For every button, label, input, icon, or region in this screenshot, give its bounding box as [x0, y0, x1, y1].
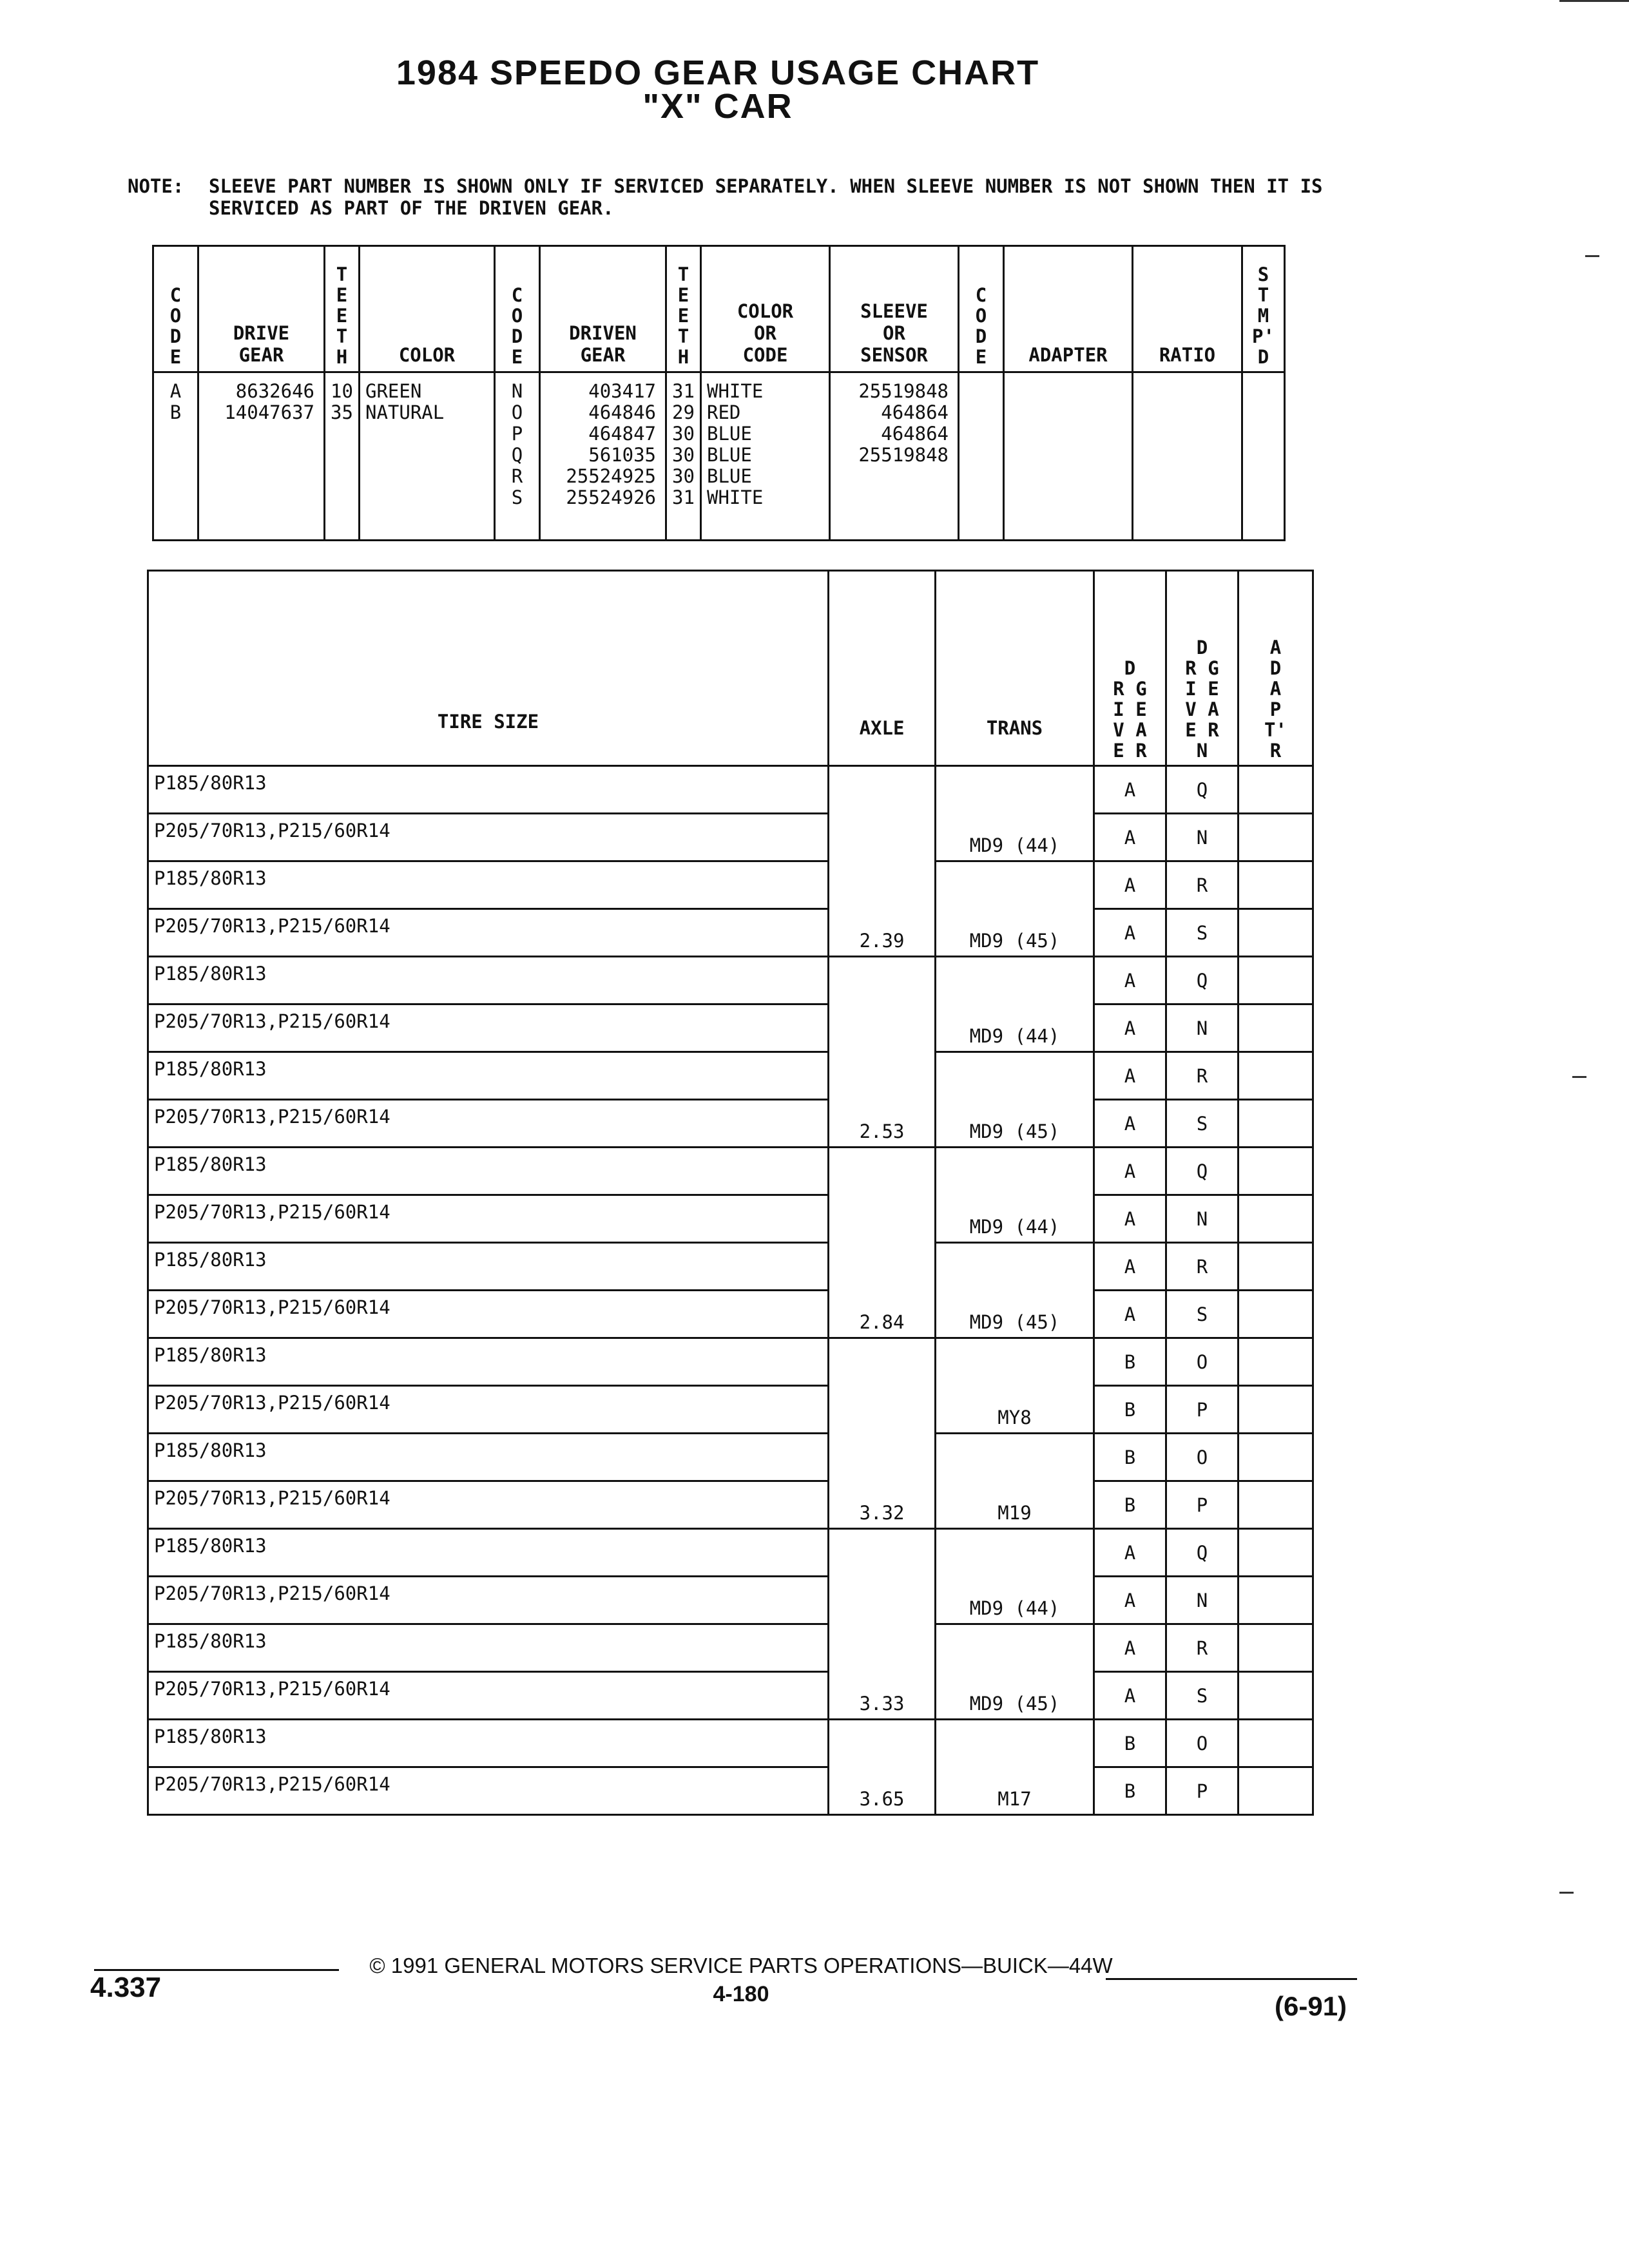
tire-size-cell: P185/80R13 — [148, 1243, 829, 1291]
driven-gear-code: O — [1166, 1434, 1239, 1481]
drive-gear-code: B — [1094, 1338, 1166, 1386]
drive-gear-code: A — [1094, 861, 1166, 909]
header-code-2: C O D E — [495, 246, 540, 372]
driven-gear-code: Q — [1166, 1148, 1239, 1195]
drive-gear-code: A — [1094, 1577, 1166, 1624]
drive-gear-code: A — [1094, 1195, 1166, 1243]
page-number-left: 4.337 — [90, 1972, 162, 2003]
adapter-cell — [1239, 1577, 1313, 1624]
adapter-cell — [1239, 1386, 1313, 1434]
driven-gears: 403417 464846 464847 561035 25524925 25524926 — [540, 372, 666, 541]
header-driven-gear: DRIVEN GEAR — [540, 246, 666, 372]
note-text — [128, 175, 1416, 219]
driven-gear-code: R — [1166, 1624, 1239, 1672]
drive-gear-code: B — [1094, 1481, 1166, 1529]
trans-cell: MD9 (45) — [936, 1624, 1094, 1720]
adapter-cell — [1239, 1291, 1313, 1338]
trans-cell: M19 — [936, 1434, 1094, 1529]
empty-ratio-cell — [1133, 372, 1242, 541]
header-axle: AXLE — [829, 571, 936, 766]
tire-size-cell: P205/70R13,P215/60R14 — [148, 1386, 829, 1434]
driven-teeth: 31 29 30 30 30 31 — [666, 372, 701, 541]
driven-gear-code: R — [1166, 861, 1239, 909]
copyright-line: © 1991 GENERAL MOTORS SERVICE PARTS OPERATIONS—BUICK—44W — [369, 1954, 1113, 1977]
drive-gear-code: A — [1094, 1148, 1166, 1195]
drive-gear-code: A — [1094, 1052, 1166, 1100]
header-ratio: RATIO — [1133, 246, 1242, 372]
header-adapter-col: A D A P T' R — [1239, 571, 1313, 766]
header-tire-size: TIRE SIZE — [148, 571, 829, 766]
driven-gear-code: Q — [1166, 766, 1239, 814]
trans-cell: MD9 (44) — [936, 766, 1094, 861]
gear-spec-table — [152, 245, 1286, 541]
tire-size-cell: P185/80R13 — [148, 861, 829, 909]
adapter-cell — [1239, 1529, 1313, 1577]
header-stmpd: S T M P' D — [1242, 246, 1285, 372]
tire-size-cell: P205/70R13,P215/60R14 — [148, 1195, 829, 1243]
drive-gear-code: A — [1094, 1291, 1166, 1338]
drive-gear-code: A — [1094, 1624, 1166, 1672]
adapter-cell — [1239, 1100, 1313, 1148]
driven-gear-code: Q — [1166, 957, 1239, 1004]
axle-cell: 2.53 — [829, 957, 936, 1148]
driven-colors: WHITE RED BLUE BLUE BLUE WHITE — [701, 372, 830, 541]
drive-codes: A B — [153, 372, 198, 541]
header-sleeve-or-sensor: SLEEVE OR SENSOR — [830, 246, 959, 372]
scan-mark — [1559, 1892, 1574, 1894]
header-adapter: ADAPTER — [1004, 246, 1133, 372]
driven-gear-code: R — [1166, 1243, 1239, 1291]
axle-cell: 3.65 — [829, 1720, 936, 1815]
header-teeth: T E E T H — [325, 246, 360, 372]
tire-size-cell: P185/80R13 — [148, 1338, 829, 1386]
header-driven-gear-col: D R G I E V A E R N — [1166, 571, 1239, 766]
adapter-cell — [1239, 1195, 1313, 1243]
header-drive-gear: DRIVE GEAR — [198, 246, 325, 372]
adapter-cell — [1239, 1148, 1313, 1195]
tire-size-cell: P205/70R13,P215/60R14 — [148, 1767, 829, 1815]
tire-size-cell: P205/70R13,P215/60R14 — [148, 1481, 829, 1529]
tire-size-cell: P185/80R13 — [148, 1624, 829, 1672]
tire-size-cell: P185/80R13 — [148, 1434, 829, 1481]
adapter-cell — [1239, 1004, 1313, 1052]
axle-cell: 3.32 — [829, 1338, 936, 1529]
adapter-cell — [1239, 1720, 1313, 1767]
note-label: NOTE: — [128, 175, 184, 197]
adapter-cell — [1239, 1434, 1313, 1481]
footer-rule-left — [94, 1969, 339, 1971]
tire-size-cell: P205/70R13,P215/60R14 — [148, 1004, 829, 1052]
tire-size-cell: P185/80R13 — [148, 1720, 829, 1767]
trans-cell: MD9 (44) — [936, 1529, 1094, 1624]
adapter-cell — [1239, 1052, 1313, 1100]
drive-colors: GREEN NATURAL — [360, 372, 495, 541]
drive-gear-code: A — [1094, 1100, 1166, 1148]
footer-rule-right — [1106, 1978, 1357, 1980]
header-color-or-code: COLOR OR CODE — [701, 246, 830, 372]
trans-cell: MD9 (44) — [936, 1148, 1094, 1243]
header-teeth-2: T E E T H — [666, 246, 701, 372]
drive-gear-code: A — [1094, 766, 1166, 814]
driven-gear-code: N — [1166, 1195, 1239, 1243]
header-trans: TRANS — [936, 571, 1094, 766]
driven-gear-code: P — [1166, 1481, 1239, 1529]
tire-size-cell: P205/70R13,P215/60R14 — [148, 814, 829, 861]
tire-size-cell: P205/70R13,P215/60R14 — [148, 909, 829, 957]
tire-size-cell: P205/70R13,P215/60R14 — [148, 1100, 829, 1148]
tire-size-cell: P185/80R13 — [148, 957, 829, 1004]
drive-gear-code: A — [1094, 957, 1166, 1004]
tire-size-cell: P205/70R13,P215/60R14 — [148, 1577, 829, 1624]
page-number-center: 4-180 — [713, 1982, 769, 2006]
header-drive-gear-col: D R G I E V A E R — [1094, 571, 1166, 766]
drive-gears: 8632646 14047637 — [198, 372, 325, 541]
tire-size-cell: P185/80R13 — [148, 1052, 829, 1100]
driven-gear-code: Q — [1166, 1529, 1239, 1577]
axle-cell: 2.84 — [829, 1148, 936, 1338]
driven-gear-code: S — [1166, 1291, 1239, 1338]
trans-cell: M17 — [936, 1720, 1094, 1815]
adapter-cell — [1239, 1338, 1313, 1386]
adapter-cell — [1239, 1481, 1313, 1529]
page-subtitle: "X" CAR — [642, 87, 793, 126]
trans-cell: MD9 (45) — [936, 1052, 1094, 1148]
scan-edge — [1559, 0, 1629, 2]
drive-gear-code: A — [1094, 1004, 1166, 1052]
header-code-3: C O D E — [959, 246, 1004, 372]
adapter-cell — [1239, 957, 1313, 1004]
axle-cell: 2.39 — [829, 766, 936, 957]
header-code: C O D E — [153, 246, 198, 372]
note-line-1: SLEEVE PART NUMBER IS SHOWN ONLY IF SERVICED SEPARATELY. WHEN SLEEVE NUMBER IS NOT SHOWN THEN IT IS — [209, 175, 1323, 197]
empty-code-cell — [959, 372, 1004, 541]
tire-size-cell: P185/80R13 — [148, 766, 829, 814]
driven-gear-code: O — [1166, 1720, 1239, 1767]
drive-teeth: 10 35 — [325, 372, 360, 541]
scan-mark — [1572, 1076, 1586, 1078]
usage-table — [147, 570, 1314, 1816]
drive-gear-code: A — [1094, 814, 1166, 861]
drive-gear-code: A — [1094, 1529, 1166, 1577]
trans-cell: MD9 (45) — [936, 861, 1094, 957]
drive-gear-code: A — [1094, 1672, 1166, 1720]
drive-gear-code: B — [1094, 1767, 1166, 1815]
empty-stmpd-cell — [1242, 372, 1285, 541]
driven-codes: N O P Q R S — [495, 372, 540, 541]
page-title: 1984 SPEEDO GEAR USAGE CHART — [396, 53, 1040, 92]
trans-cell: MD9 (44) — [936, 957, 1094, 1052]
driven-gear-code: O — [1166, 1338, 1239, 1386]
driven-gear-code: N — [1166, 814, 1239, 861]
adapter-cell — [1239, 1243, 1313, 1291]
driven-gear-code: P — [1166, 1767, 1239, 1815]
tire-size-cell: P185/80R13 — [148, 1529, 829, 1577]
sleeve-numbers: 25519848 464864 464864 25519848 — [830, 372, 959, 541]
adapter-cell — [1239, 1767, 1313, 1815]
tire-size-cell: P205/70R13,P215/60R14 — [148, 1291, 829, 1338]
adapter-cell — [1239, 909, 1313, 957]
driven-gear-code: P — [1166, 1386, 1239, 1434]
driven-gear-code: S — [1166, 1100, 1239, 1148]
driven-gear-code: N — [1166, 1004, 1239, 1052]
tire-size-cell: P185/80R13 — [148, 1148, 829, 1195]
revision-date: (6-91) — [1275, 1991, 1347, 2021]
scan-mark — [1585, 255, 1599, 257]
drive-gear-code: A — [1094, 909, 1166, 957]
driven-gear-code: S — [1166, 1672, 1239, 1720]
drive-gear-code: B — [1094, 1386, 1166, 1434]
adapter-cell — [1239, 1672, 1313, 1720]
adapter-cell — [1239, 814, 1313, 861]
axle-cell: 3.33 — [829, 1529, 936, 1720]
drive-gear-code: B — [1094, 1434, 1166, 1481]
trans-cell: MD9 (45) — [936, 1243, 1094, 1338]
driven-gear-code: S — [1166, 909, 1239, 957]
drive-gear-code: A — [1094, 1243, 1166, 1291]
tire-size-cell: P205/70R13,P215/60R14 — [148, 1672, 829, 1720]
driven-gear-code: N — [1166, 1577, 1239, 1624]
header-color: COLOR — [360, 246, 495, 372]
adapter-cell — [1239, 766, 1313, 814]
adapter-cell — [1239, 861, 1313, 909]
note-line-2: SERVICED AS PART OF THE DRIVEN GEAR. — [209, 197, 614, 219]
adapter-cell — [1239, 1624, 1313, 1672]
empty-adapter-cell — [1004, 372, 1133, 541]
driven-gear-code: R — [1166, 1052, 1239, 1100]
trans-cell: MY8 — [936, 1338, 1094, 1434]
drive-gear-code: B — [1094, 1720, 1166, 1767]
